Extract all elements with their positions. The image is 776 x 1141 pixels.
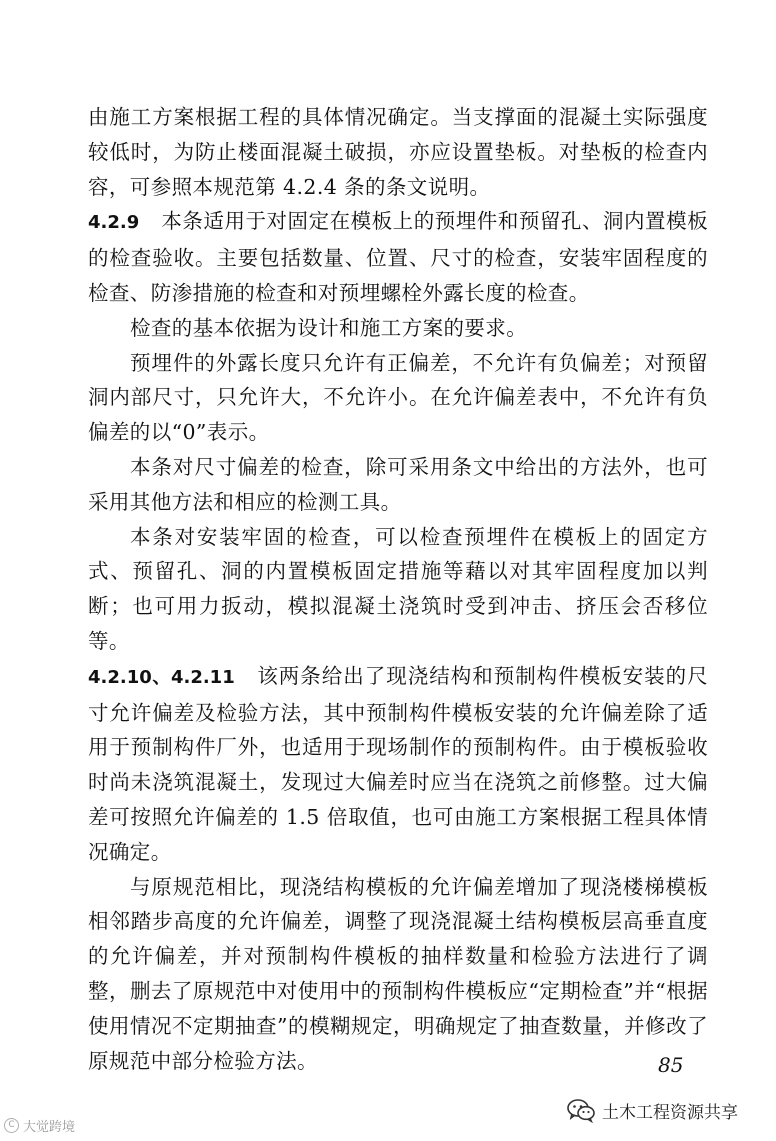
section-number: 4.2.10、4.2.11 (88, 666, 235, 688)
paragraph-text: 本条对安装牢固的检查，可以检查预埋件在模板上的固定方式、预留孔、洞的内置模板固定措施等藉以对其牢固程度加以判断；也可用力扳动，模拟混凝土浇筑时受到冲击、挤压会否移位等。 (88, 524, 708, 653)
paragraph-text: 本条对尺寸偏差的检查，除可采用条文中给出的方法外，也可采用其他方法和相应的检测工具。 (88, 454, 708, 514)
paragraph (88, 520, 708, 659)
wechat-icon (566, 1097, 596, 1123)
paragraph (88, 204, 708, 310)
paragraph-text: 该两条给出了现浇结构和预制构件模板安装的尺寸允许偏差及检验方法，其中预制构件模板安装的允许偏差除了适用于预制构件厂外，也适用于现场制作的预制构件。由于模板验收时尚未浇筑混凝土，发现过大偏差时应当在浇筑之前修整。过大偏差可按照允许偏差的 1.5 倍取值，也可由施工方案根据工程具体情况确定。 (88, 663, 709, 864)
paragraph (88, 659, 708, 870)
paragraph-text: 本条适用于对固定在模板上的预埋件和预留孔、洞内置模板的检查验收。主要包括数量、位置、尺寸的检查，安装牢固程度的检查、防渗措施的检查和对预埋螺栓外露长度的检查。 (88, 209, 708, 305)
paragraph-text: 由施工方案根据工程的具体情况确定。当支撑面的混凝土实际强度较低时，为防止楼面混凝土破损，亦应设置垫板。对垫板的检查内容，可参照本规范第 4.2.4 条的条文说明。 (88, 105, 708, 199)
paragraph (88, 100, 708, 204)
watermark-left-text: 大觉跨境 (23, 1119, 76, 1135)
paragraph (88, 450, 708, 520)
watermark-left (4, 1112, 75, 1138)
page-number: 85 (658, 1053, 684, 1077)
circle-logo-icon: C (4, 1118, 19, 1133)
paragraph (88, 870, 708, 1079)
paragraph-text: 预埋件的外露长度只允许有正偏差，不允许有负偏差；对预留洞内部尺寸，只允许大，不允许小。在允许偏差表中，不允许有负偏差的以“0”表示。 (88, 350, 708, 445)
paragraph (88, 311, 708, 346)
paragraph (88, 346, 708, 450)
paragraph-text: 检查的基本依据为设计和施工方案的要求。 (130, 315, 528, 340)
watermark-right (566, 1092, 738, 1128)
watermark-right-text: 土木工程资源共享 (602, 1102, 738, 1123)
paragraph-text: 与原规范相比，现浇结构模板的允许偏差增加了现浇楼梯模板相邻踏步高度的允许偏差，调整了现浇混凝土结构模板层高垂直度的允许偏差，并对预制构件模板的抽样数量和检验方法进行了调整，删去了原规范中对使用中的预制构件模板应“定期检查”并“根据使用情况不定期抽查”的模糊规定，明确规定了抽查数量，并修改了原规范中部分检验方法。 (88, 874, 708, 1073)
section-number: 4.2.9 (88, 212, 140, 234)
body-text (88, 100, 708, 1078)
